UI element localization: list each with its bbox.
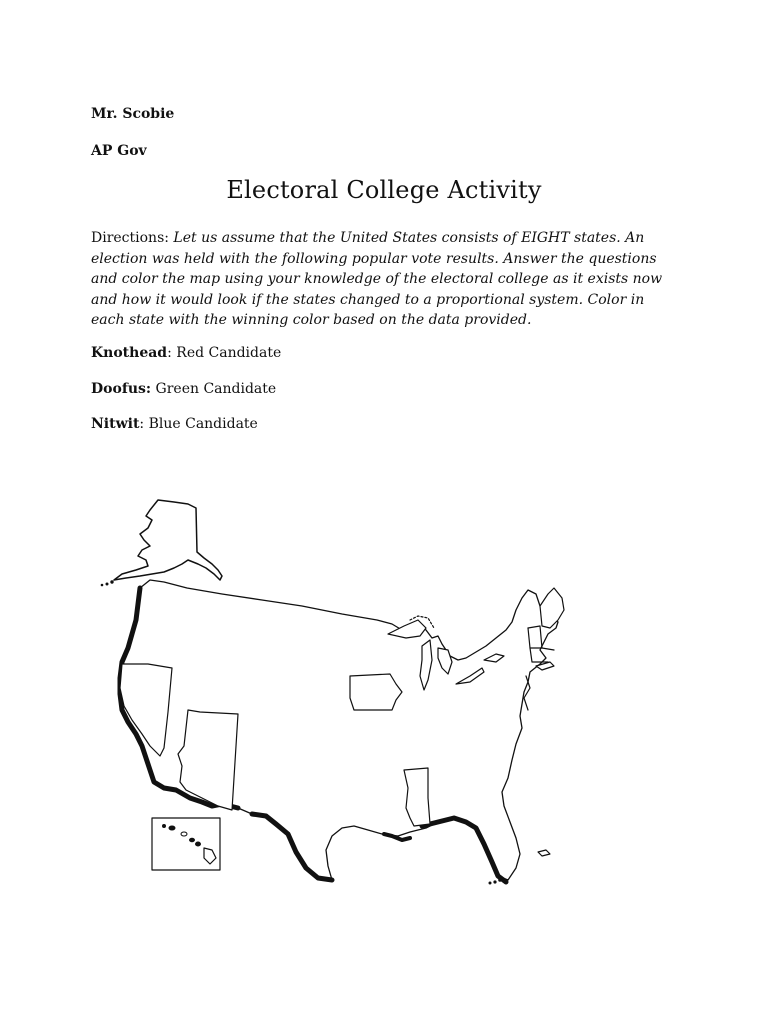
us-map <box>92 488 592 896</box>
alaska-island <box>101 584 103 586</box>
directions-label: Directions: <box>91 230 174 246</box>
state-name: Knothead <box>91 345 168 361</box>
teacher-name: Mr. Scobie <box>91 106 175 122</box>
florida-key <box>489 882 491 884</box>
florida-key <box>494 881 496 883</box>
florida-key <box>499 879 502 882</box>
island-outline <box>538 850 550 856</box>
alaska-island <box>111 581 113 583</box>
alaska-island <box>106 583 108 585</box>
hawaii-island <box>169 826 175 830</box>
directions-paragraph <box>91 228 671 331</box>
candidate-row-doofus <box>91 381 276 397</box>
hawaii-island <box>190 838 195 842</box>
candidate-name: Green Candidate <box>155 381 277 397</box>
directions-text: Let us assume that the United States consists of EIGHT states. An election was held with the following popular vote results. Answer the questions and color the map using your knowledge of the electoral college as it exists now and how it would look if the states changed to a proportional system. Color in each state with the winning color based on the data provided. <box>91 230 663 328</box>
candidate-row-nitwit: Nitwit: Blue Candidate <box>91 416 258 432</box>
alaska-outline <box>114 500 222 580</box>
candidate-row-knothead: Knothead: Red Candidate <box>91 345 282 361</box>
candidate-name: Red Candidate <box>176 345 282 361</box>
candidate-name: Blue Candidate <box>148 416 258 432</box>
state-maine <box>540 588 564 628</box>
state-name: Doofus: <box>91 381 152 397</box>
state-name: Nitwit <box>91 416 140 432</box>
course-name: AP Gov <box>91 143 147 159</box>
us-map-svg <box>92 488 592 896</box>
page-title: Electoral College Activity <box>226 176 542 204</box>
hawaii-island <box>163 825 166 828</box>
hawaii-island <box>181 832 187 836</box>
hawaii-island <box>196 842 201 846</box>
